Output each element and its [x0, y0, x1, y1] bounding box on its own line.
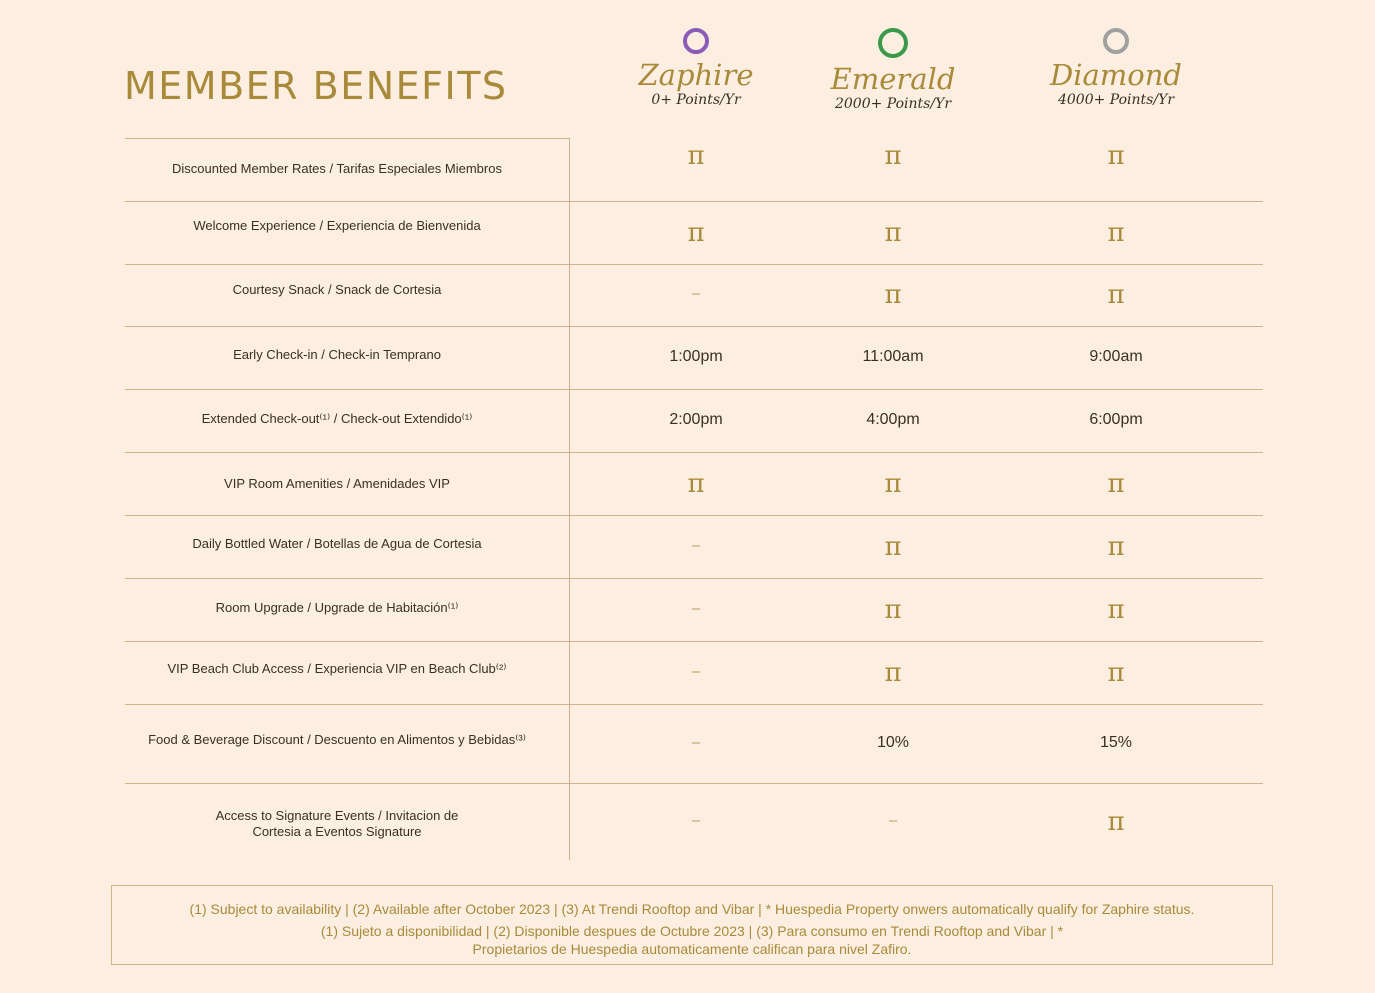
benefit-value-zaphire: –	[691, 536, 701, 554]
benefit-value-emerald: –	[888, 811, 898, 829]
tier-name: Zaphire	[638, 58, 754, 92]
tier-name: Emerald	[830, 62, 956, 96]
benefit-value-diamond: 6:00pm	[1089, 410, 1143, 428]
tier-zaphire-header	[586, 28, 806, 108]
footnote-spanish-cont: Propietarios de Huespedia automaticamente califican para nivel Zafiro.	[472, 941, 912, 957]
page-title: MEMBER BENEFITS	[124, 64, 508, 108]
benefit-value-diamond: π	[1107, 806, 1125, 837]
benefit-value-zaphire: –	[691, 733, 701, 751]
row-divider	[125, 264, 1263, 265]
benefit-label: Extended Check-out⁽¹⁾ / Check-out Extendido⁽¹⁾	[201, 411, 473, 426]
benefit-value-emerald: 4:00pm	[866, 410, 920, 428]
benefit-value-zaphire: 2:00pm	[669, 410, 723, 428]
benefit-value-diamond: π	[1107, 594, 1125, 625]
benefit-value-zaphire: π	[687, 140, 705, 171]
emerald-ring-icon	[878, 28, 908, 58]
benefit-label: Courtesy Snack / Snack de Cortesia	[232, 282, 442, 297]
benefit-label: Daily Bottled Water / Botellas de Agua de Cortesia	[192, 536, 482, 551]
benefit-value-zaphire: –	[691, 662, 701, 680]
benefit-label: VIP Room Amenities / Amenidades VIP	[224, 476, 450, 491]
benefit-label: Food & Beverage Discount / Descuento en Alimentos y Bebidas⁽³⁾	[148, 732, 526, 747]
benefit-value-diamond: π	[1107, 468, 1125, 499]
row-divider	[125, 452, 1263, 453]
benefit-value-zaphire: –	[691, 811, 701, 829]
benefit-value-diamond: π	[1107, 217, 1125, 248]
column-divider	[569, 138, 570, 860]
tier-points: 4000+ Points/Yr	[1057, 92, 1175, 108]
footnote-english: (1) Subject to availability | (2) Available after October 2023 | (3) At Trendi Rooftop and Vibar | * Huespedia Property onwers automatically qualify for Zaphire status.	[189, 901, 1195, 917]
footnotes	[111, 885, 1273, 965]
benefit-value-zaphire: –	[691, 285, 701, 302]
benefit-label: Discounted Member Rates / Tarifas Especiales Miembros	[172, 161, 502, 176]
benefit-value-zaphire: π	[687, 217, 705, 248]
benefit-value-emerald: π	[884, 531, 902, 562]
row-divider	[125, 704, 1263, 705]
row-divider	[125, 326, 1263, 327]
benefit-value-emerald: π	[884, 217, 902, 248]
benefit-value-diamond: 9:00am	[1089, 347, 1143, 365]
benefit-value-diamond: π	[1107, 280, 1125, 310]
benefit-value-emerald: π	[884, 594, 902, 625]
benefit-label: Early Check-in / Check-in Temprano	[233, 347, 441, 362]
row-divider	[125, 578, 1263, 579]
benefit-value-emerald: π	[884, 280, 902, 310]
benefit-value-emerald: π	[884, 657, 902, 688]
benefit-value-diamond: 15%	[1099, 733, 1133, 751]
row-divider	[125, 783, 1263, 784]
benefit-value-zaphire: π	[687, 468, 705, 499]
row-divider	[125, 389, 1263, 390]
benefit-value-emerald: π	[884, 140, 902, 171]
benefit-value-zaphire: 1:00pm	[669, 347, 723, 365]
benefit-value-diamond: π	[1107, 140, 1125, 171]
tier-points: 0+ Points/Yr	[651, 92, 741, 108]
row-divider	[125, 515, 1263, 516]
benefit-label: Room Upgrade / Upgrade de Habitación⁽¹⁾	[215, 600, 459, 615]
benefit-label: Welcome Experience / Experiencia de Bienvenida	[193, 218, 481, 233]
benefit-value-diamond: π	[1107, 531, 1125, 562]
benefit-label: VIP Beach Club Access / Experiencia VIP en Beach Club⁽²⁾	[167, 661, 507, 676]
row-divider	[125, 138, 569, 139]
benefit-value-diamond: π	[1107, 657, 1125, 688]
benefit-value-emerald: 10%	[876, 733, 910, 751]
tier-diamond-header	[1006, 28, 1226, 108]
benefit-value-zaphire: –	[691, 599, 701, 617]
tier-name: Diamond	[1049, 58, 1182, 92]
tier-points: 2000+ Points/Yr	[834, 96, 952, 112]
benefit-label: Access to Signature Events / Invitacion de Cortesia a Eventos Signature	[215, 808, 459, 839]
tier-emerald-header	[783, 28, 1003, 112]
row-divider	[125, 201, 1263, 202]
benefit-value-emerald: 11:00am	[862, 347, 924, 365]
footnote-spanish: (1) Sujeto a disponibilidad | (2) Disponible despues de Octubre 2023 | (3) Para consumo en Trendi Rooftop and Vibar | *	[320, 923, 1064, 939]
row-divider	[125, 641, 1263, 642]
benefit-value-emerald: π	[884, 468, 902, 499]
diamond-ring-icon	[1103, 28, 1129, 54]
zaphire-ring-icon	[683, 28, 709, 54]
